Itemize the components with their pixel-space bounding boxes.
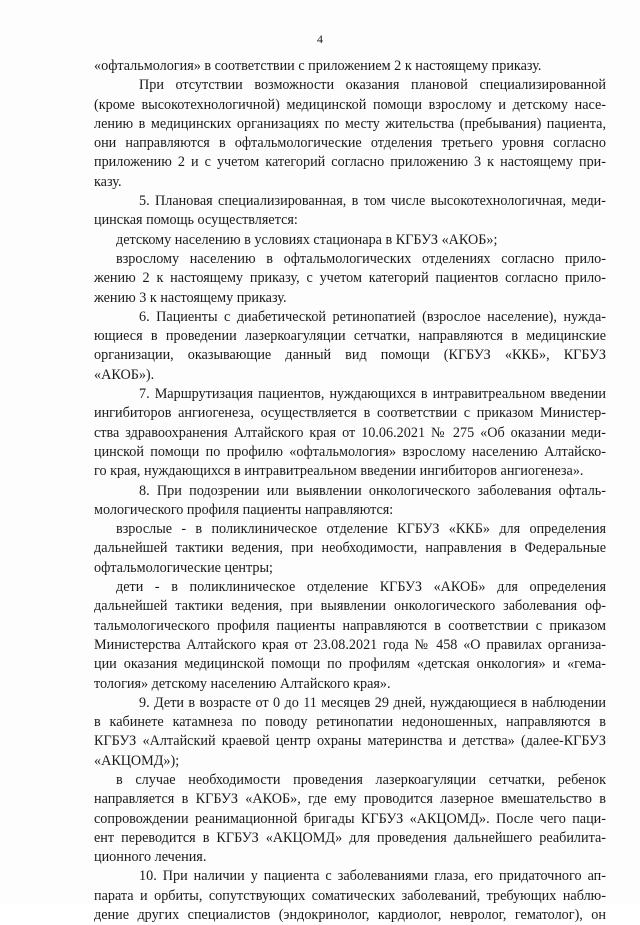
text-line: жению 2 к настоящему приказу, с учетом категорий пациентов согласно прило-: [94, 270, 606, 287]
text-line: Министерства Алтайского края от 23.08.2021 года № 458 «О правилах организа-: [94, 636, 606, 653]
text-line: го края, нуждающихся в интравитреальном введении ингибиторов ангиогенеза».: [94, 463, 584, 480]
text-line: казу.: [94, 173, 122, 190]
text-line: При отсутствии возможности оказания плановой специализированной: [139, 77, 606, 94]
text-line: взрослому населению в офтальмологических отделениях согласно прило-: [116, 250, 606, 267]
text-line: дальнейшей тактики ведения, при необходимости, направления в Федеральные: [94, 540, 606, 557]
text-line: «офтальмология» в соответствии с приложением 2 к настоящему приказу.: [94, 58, 542, 74]
document-body: [94, 57, 606, 925]
text-line: сопровождении реанимационной бригады КГБУЗ «АКЦОМД». После чего паци-: [94, 810, 606, 827]
text-line: ства здравоохранения Алтайского края от 10.06.2021 № 275 «Об оказании меди-: [94, 424, 606, 441]
text-line: цинская помощь осуществляется:: [94, 212, 298, 229]
text-line: (кроме высокотехнологичной) медицинской помощи взрослому и детскому насе-: [94, 96, 606, 113]
text-line: в кабинете катамнеза по поводу ретинопатии недоношенных, направляются в: [94, 714, 606, 731]
text-line: ингибиторов ангиогенеза, осуществляется в соответствии с приказом Министер-: [94, 405, 606, 422]
text-line: лению в медицинских организациях по месту жительства (пребывания) пациента,: [94, 115, 606, 132]
text-line: они направляются в офтальмологические отделения третьего уровня согласно: [94, 135, 606, 152]
text-line: в случае необходимости проведения лазеркоагуляции сетчатки, ребенок: [116, 771, 606, 788]
text-line: приложению 2 и с учетом категорий согласно приложению 3 к настоящему при-: [94, 154, 606, 171]
text-line: 6. Пациенты с диабетической ретинопатией (взрослое население), нужда-: [139, 308, 606, 325]
text-line: тология» детскому населению Алтайского края».: [94, 675, 391, 692]
text-line: дети - в поликлиническое отделение КГБУЗ «АКОБ» для определения: [116, 579, 606, 596]
text-line: дение других специалистов (эндокринолог, кардиолог, невролог, гематолог), он: [94, 907, 606, 924]
text-line: мологического профиля пациенты направляются:: [94, 501, 394, 518]
text-line: направляется в КГБУЗ «АКОБ», где ему проводится лазерное вмешательство в: [94, 791, 606, 808]
text-line: ционного лечения.: [94, 849, 207, 866]
text-line: 10. При наличии у пациента с заболеваниями глаза, его придаточного ап-: [139, 868, 606, 885]
text-line: офтальмологические центры;: [94, 559, 273, 576]
text-line: организации, оказывающие данный вид помощи (КГБУЗ «ККБ», КГБУЗ: [94, 347, 606, 364]
text-line: «АКЦОМД»);: [94, 752, 180, 769]
text-line: дальнейшей тактики ведения, при выявлении онкологического заболевания оф-: [94, 598, 606, 615]
text-line: 8. При подозрении или выявлении онкологического заболевания офталь-: [139, 482, 606, 499]
text-line: 9. Дети в возрасте от 0 до 11 месяцев 29 дней, нуждающиеся в наблюдении: [139, 694, 606, 711]
text-line: 7. Маршрутизация пациентов, нуждающихся в интравитреальном введении: [139, 386, 606, 403]
text-line: ющиеся в проведении лазеркоагуляции сетчатки, направляются в медицинские: [94, 328, 606, 345]
text-line: ции оказания медицинской помощи по профилям «детская онкология» и «гема-: [94, 656, 606, 673]
text-line: «АКОБ»).: [94, 366, 155, 383]
text-line: тальмологического профиля пациенты направляются в соответствии с приказом: [94, 617, 606, 634]
text-line: 5. Плановая специализированная, в том числе высокотехнологичная, меди-: [139, 193, 606, 210]
text-line: жению 3 к настоящему приказу.: [94, 289, 287, 306]
text-line: ент переводится в КГБУЗ «АКЦОМД» для проведения дальнейшего реабилита-: [94, 829, 606, 846]
text-line: парата и орбиты, сопутствующих соматических заболеваний, требующих наблю-: [94, 887, 606, 904]
text-line: цинской помощи по профилю «офтальмология» взрослому населению Алтайско-: [94, 443, 606, 460]
text-line: взрослые - в поликлиническое отделение КГБУЗ «ККБ» для определения: [116, 521, 606, 538]
text-line: КГБУЗ «Алтайский краевой центр охраны материнства и детства» (далее-КГБУЗ: [94, 733, 606, 750]
page-number: 4: [317, 32, 323, 46]
text-line: детскому населению в условиях стационара в КГБУЗ «АКОБ»;: [116, 231, 498, 248]
